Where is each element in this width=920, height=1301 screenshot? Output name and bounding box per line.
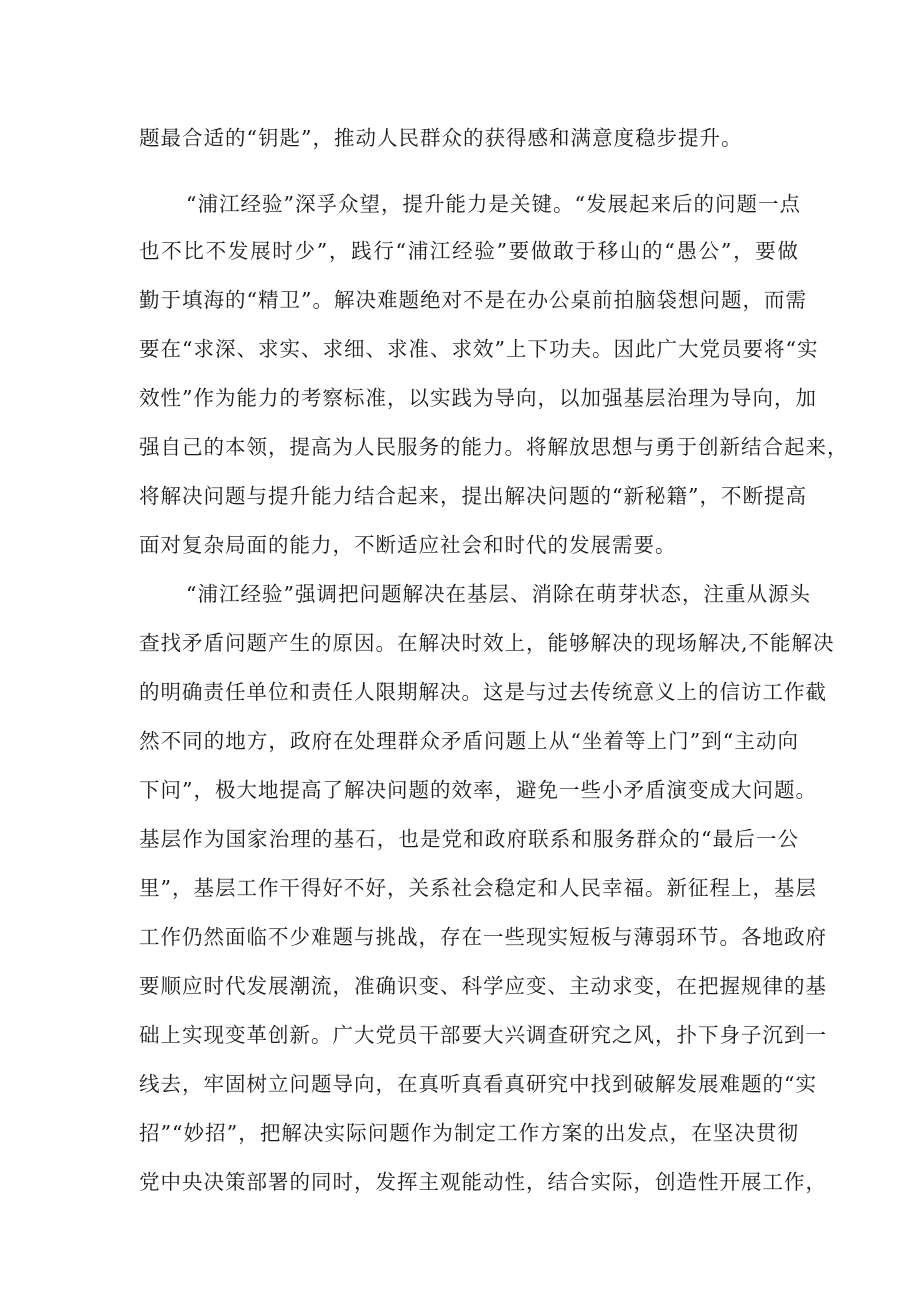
text-line: 基层作为国家治理的基石，也是党和政府联系和服务群众的“最后一公 xyxy=(139,827,799,851)
text-line: 要顺应时代发展潮流，准确识变、科学应变、主动求变，在把握规律的基 xyxy=(139,974,827,998)
text-line: 然不同的地方，政府在处理群众矛盾问题上从“坐着等上门”到“主动向 xyxy=(139,729,799,753)
text-line: 工作仍然面临不少难题与挑战，存在一些现实短板与薄弱环节。各地政府 xyxy=(139,925,827,949)
text-line: 强自己的本领，提高为人民服务的能力。将解放思想与勇于创新结合起来， xyxy=(139,435,849,459)
text-line: 也不比不发展时少”，践行“浦江经验”要做敢于移山的“愚公”，要做 xyxy=(139,239,799,263)
text-line: “浦江经验”强调把问题解决在基层、消除在萌芽状态，注重从源头 xyxy=(186,582,811,606)
text-line: 勤于填海的“精卫”。解决难题绝对不是在办公桌前拍脑袋想问题，而需 xyxy=(139,288,807,312)
text-line: 将解决问题与提升能力结合起来，提出解决问题的“新秘籍”，不断提高 xyxy=(139,484,807,508)
text-line: 题最合适的“钥匙”，推动人民群众的获得感和满意度稳步提升。 xyxy=(139,126,743,150)
text-line: 的明确责任单位和责任人限期解决。这是与过去传统意义上的信访工作截 xyxy=(139,680,827,704)
text-line: 招”“妙招”，把解决实际问题作为制定工作方案的出发点，在坚决贯彻 xyxy=(139,1121,799,1145)
text-line: “浦江经验”深孚众望，提升能力是关键。“发展起来后的问题一点 xyxy=(186,192,801,216)
text-line: 下问”，极大地提高了解决问题的效率，避免一些小矛盾演变成大问题。 xyxy=(139,778,817,802)
text-line: 要在“求深、求实、求细、求准、求效”上下功夫。因此广大党员要将“实 xyxy=(139,337,819,361)
text-line: 线去，牢固树立问题导向，在真听真看真研究中找到破解发展难题的“实 xyxy=(139,1072,817,1096)
text-line: 础上实现变革创新。广大党员干部要大兴调查研究之风，扑下身子沉到一 xyxy=(139,1023,827,1047)
text-line: 面对复杂局面的能力，不断适应社会和时代的发展需要。 xyxy=(139,533,677,557)
text-line: 党中央决策部署的同时，发挥主观能动性，结合实际，创造性开展工作， xyxy=(139,1170,827,1194)
text-line: 里”，基层工作干得好不好，关系社会稳定和人民幸福。新征程上，基层 xyxy=(139,876,817,900)
text-line: 查找矛盾问题产生的原因。在解决时效上，能够解决的现场解决,不能解决 xyxy=(139,631,835,655)
text-line: 效性”作为能力的考察标准，以实践为导向，以加强基层治理为导向，加 xyxy=(139,386,817,410)
